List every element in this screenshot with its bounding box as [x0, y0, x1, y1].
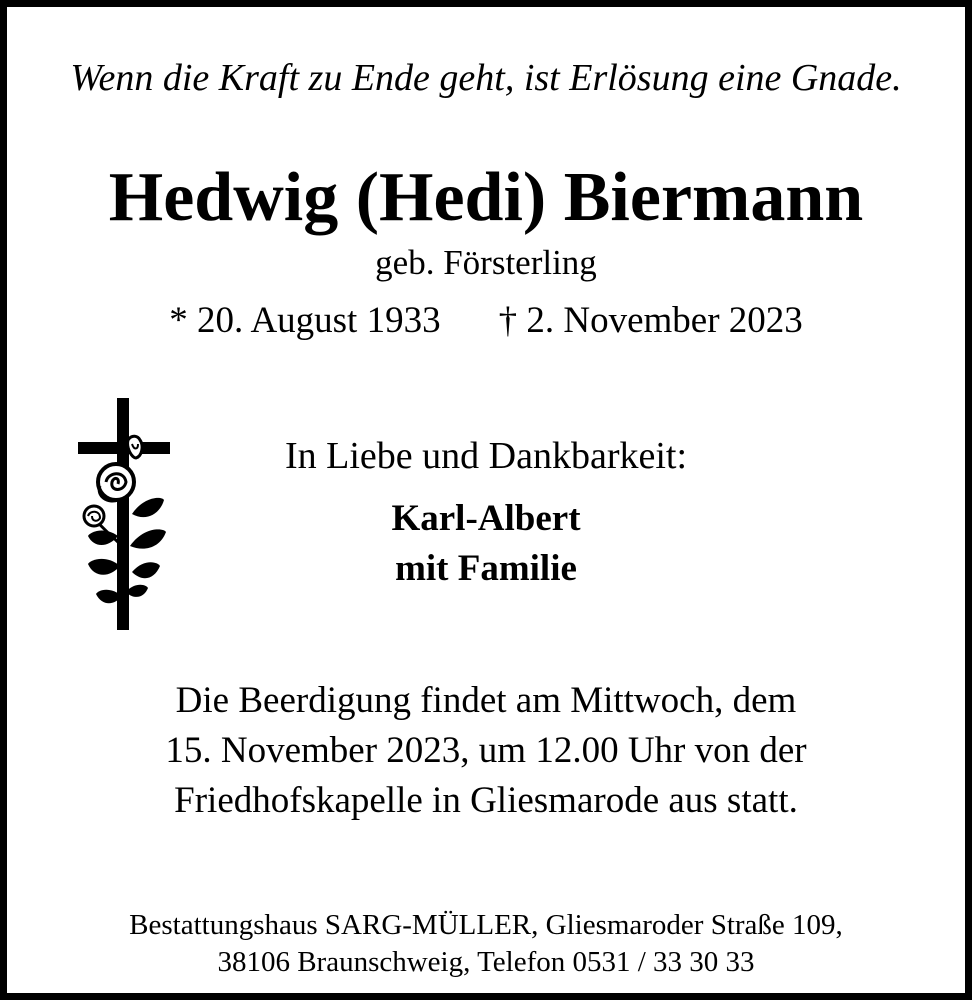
life-dates — [0, 298, 972, 344]
deceased-name: Hedwig (Hedi) Biermann — [108, 159, 864, 236]
mourner-name: Karl-Albert — [391, 498, 581, 539]
undertaker-line-1: Bestattungshaus SARG-MÜLLER, Gliesmaroder Straße 109, — [129, 909, 843, 941]
motto-quote: Wenn die Kraft zu Ende geht, ist Erlösung eine Gnade. — [70, 57, 902, 99]
funeral-info-line-3: Friedhofskapelle in Gliesmarode aus statt. — [174, 780, 798, 821]
death-date: † 2. November 2023 — [498, 300, 803, 341]
birth-date: * 20. August 1933 — [169, 300, 441, 341]
mourner-family: mit Familie — [395, 548, 577, 589]
maiden-name: geb. Försterling — [375, 243, 597, 282]
funeral-info-line-1: Die Beerdigung findet am Mittwoch, dem — [175, 680, 797, 721]
mourners-intro: In Liebe und Dankbarkeit: — [284, 435, 688, 477]
undertaker-line-2: 38106 Braunschweig, Telefon 0531 / 33 30 33 — [217, 946, 755, 978]
funeral-info-line-2: 15. November 2023, um 12.00 Uhr von der — [165, 730, 807, 771]
